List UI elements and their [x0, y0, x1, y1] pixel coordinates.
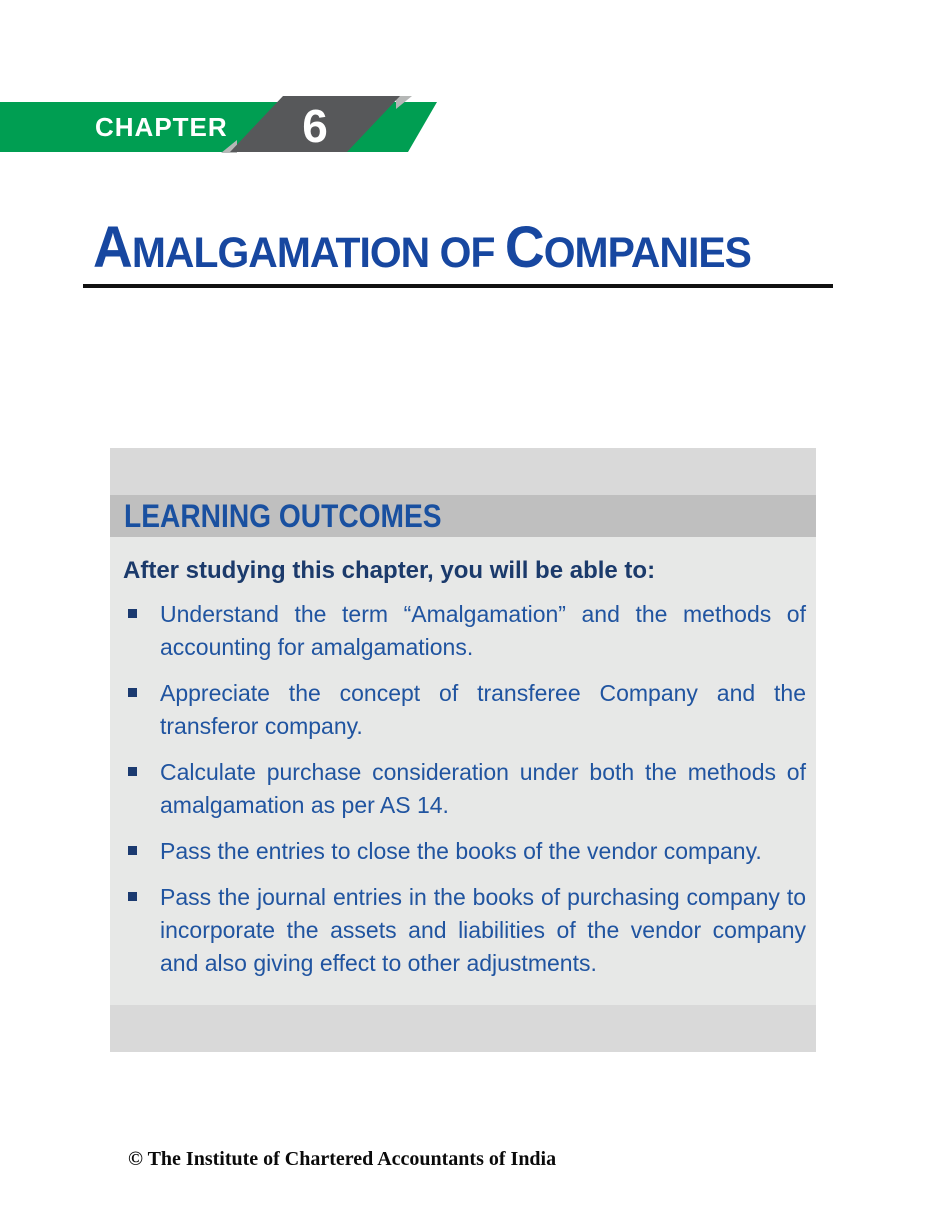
list-item	[123, 677, 806, 743]
square-bullet-icon	[128, 846, 137, 855]
list-item	[123, 756, 806, 822]
page-title	[93, 215, 751, 286]
list-item	[123, 598, 806, 664]
box-bottom-band	[110, 1005, 816, 1052]
chapter-label: CHAPTER	[95, 111, 228, 142]
list-item	[123, 881, 806, 980]
box-top-band	[110, 448, 816, 495]
list-item-text: Pass the entries to close the books of the vendor company.	[160, 838, 762, 864]
title-underline	[83, 284, 833, 288]
title-word: MALGAMATION	[131, 229, 430, 277]
learning-outcomes-body	[110, 537, 816, 1005]
list-item	[123, 835, 806, 868]
list-item-text: Appreciate the concept of transferee Company and the transferor company.	[160, 680, 806, 739]
learning-outcomes-heading: LEARNING OUTCOMES	[124, 497, 442, 534]
square-bullet-icon	[128, 767, 137, 776]
list-item-text: Pass the journal entries in the books of purchasing company to incorporate the assets and liabilities of the vendor company and also giving effect to other adjustments.	[160, 884, 806, 976]
list-item-text: Understand the term “Amalgamation” and the methods of accounting for amalgamations.	[160, 601, 806, 660]
list-item-text: Calculate purchase consideration under both the methods of amalgamation as per AS 14.	[160, 759, 806, 818]
intro-line: After studying this chapter, you will be able to:	[123, 557, 656, 584]
title-lead-letter: C	[504, 215, 544, 280]
square-bullet-icon	[128, 688, 137, 697]
square-bullet-icon	[128, 609, 137, 618]
outcomes-list	[123, 598, 806, 980]
chapter-number: 6	[302, 100, 328, 152]
learning-outcomes-box	[110, 448, 816, 1052]
square-bullet-icon	[128, 892, 137, 901]
title-word: OF	[429, 229, 505, 277]
learning-outcomes-header	[110, 495, 816, 537]
title-lead-letter: A	[93, 215, 132, 280]
copyright-footer: © The Institute of Chartered Accountants of India	[128, 1148, 557, 1170]
title-word: OMPANIES	[543, 229, 751, 277]
